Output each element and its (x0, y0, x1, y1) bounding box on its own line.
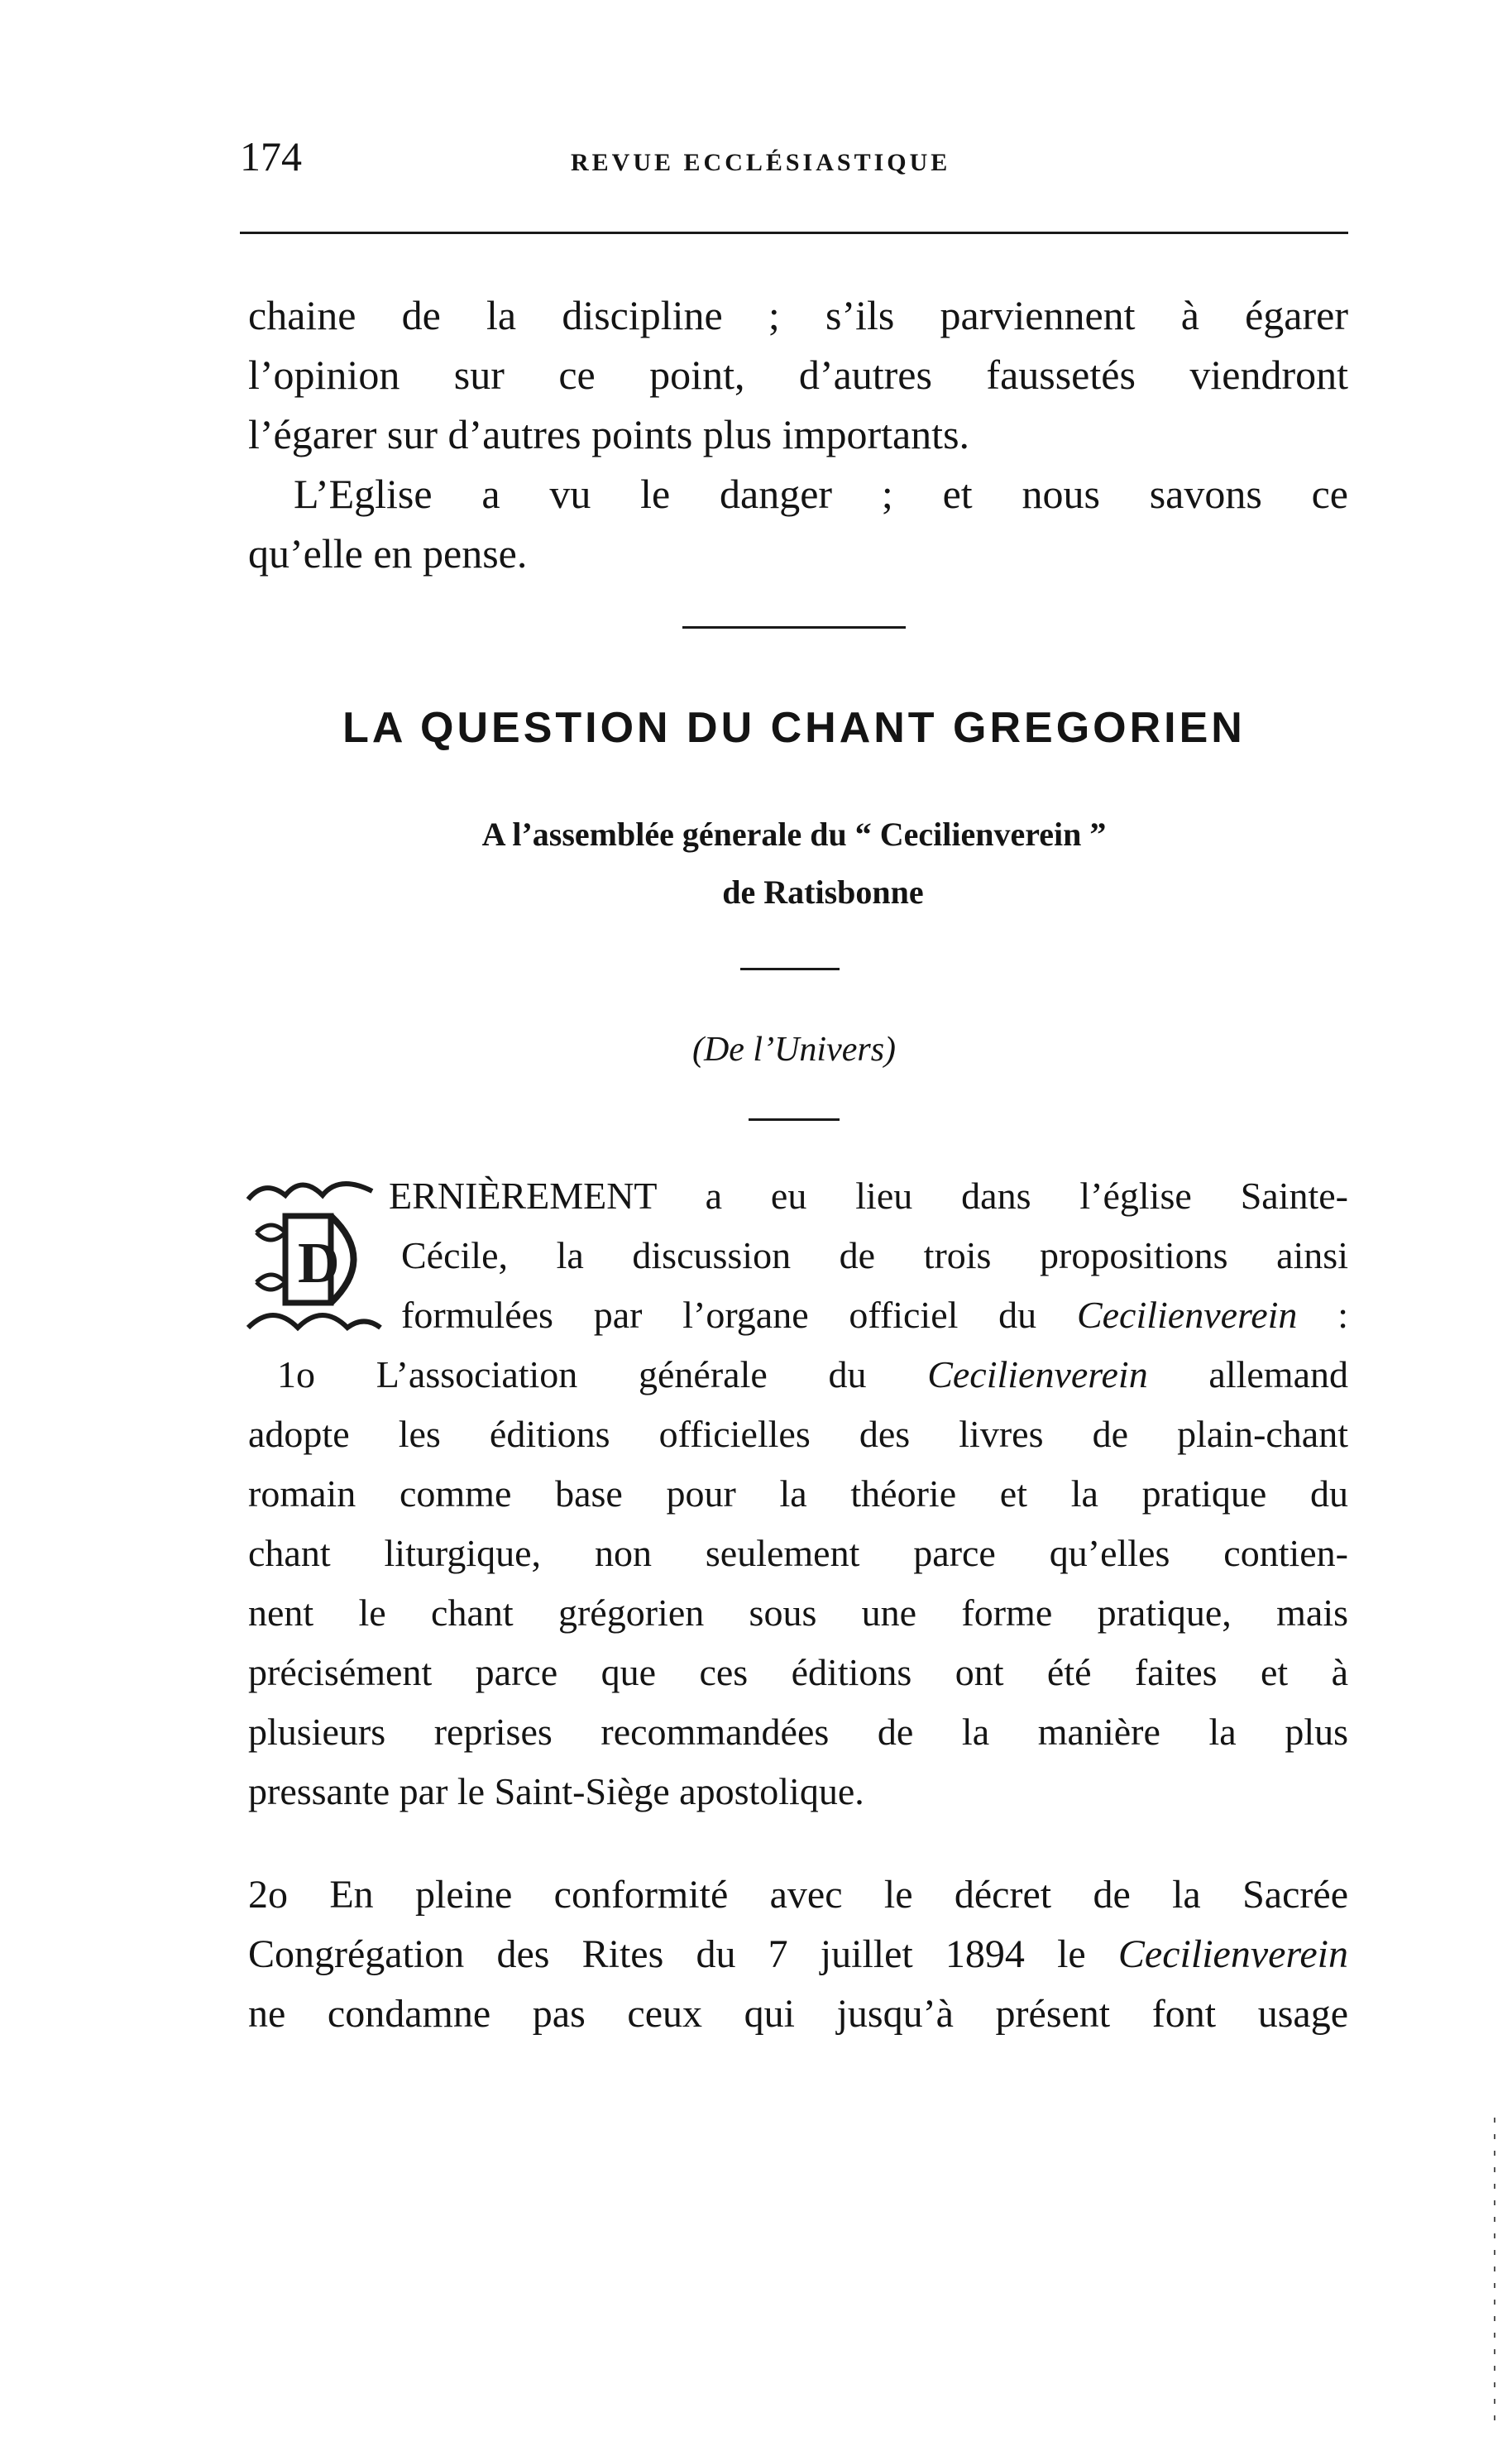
italic-term: Cecilienverein (1076, 1294, 1298, 1336)
text-line: ERNIÈREMENT a eu lieu dans l’église Sainte- (389, 1175, 1348, 1217)
section-separator (682, 626, 906, 629)
drop-cap-letter: D (298, 1232, 340, 1295)
margin-scan-marks (1493, 2118, 1496, 2432)
text-line: l’opinion sur ce point, d’autres faussetés viendront (248, 352, 1348, 398)
text-run: allemand (1147, 1353, 1349, 1395)
text-line: plusieurs reprises recommandées de la manière la plus (248, 1711, 1348, 1753)
text-line: L’Eglise a vu le danger ; et nous savons ce (294, 471, 1348, 517)
source-credit: (De l’Univers) (691, 1031, 897, 1069)
paragraph-first (248, 1166, 1348, 1821)
text-line: l’égarer sur d’autres points plus importants. (248, 411, 970, 457)
text-line: précisément parce que ces éditions ont été faites et à (248, 1651, 1348, 1693)
page-number: 174 (240, 133, 302, 180)
text-line: romain comme base pour la théorie et la pratique du (248, 1472, 1348, 1515)
text-line: chaine de la discipline ; s’ils parviennent à égarer (248, 292, 1348, 338)
text-line (248, 1345, 1348, 1405)
article-subtitle-place: de Ratisbonne (722, 874, 924, 911)
header-rule (240, 232, 1348, 234)
text-line: ne condamne pas ceux qui jusqu’à présent font usage (248, 1992, 1348, 2036)
text-run: Congrégation des Rites du 7 juillet 1894 le (248, 1932, 1118, 1976)
short-separator (749, 1118, 840, 1121)
text-line (248, 1285, 1348, 1345)
text-line: 2o En pleine conformité avec le décret de la Sacrée (248, 1873, 1348, 1917)
continuation-paragraph (248, 285, 1348, 464)
article-title: LA QUESTION DU CHANT GREGORIEN (342, 704, 1246, 752)
text-run: 1o L’association générale du (277, 1353, 928, 1395)
text-line: pressante par le Saint-Siège apostolique. (248, 1770, 864, 1812)
italic-term: Cecilienverein (927, 1353, 1148, 1395)
closing-paragraph (248, 464, 1348, 583)
short-separator (740, 968, 840, 970)
italic-term: Cecilienverein (1117, 1932, 1348, 1976)
text-line: adopte les éditions officielles des livres de plain-chant (248, 1413, 1348, 1455)
running-head: REVUE ECCLÉSIASTIQUE (571, 149, 951, 176)
text-line (248, 1925, 1348, 1984)
article-subtitle: A l’assemblée génerale du “ Cecilienverein ” (481, 816, 1107, 853)
text-line: Cécile, la discussion de trois propositions ainsi (401, 1234, 1348, 1276)
text-line: nent le chant grégorien sous une forme pratique, mais (248, 1592, 1348, 1634)
text-run: : (1297, 1294, 1348, 1336)
text-run: formulées par l’organe officiel du (401, 1294, 1077, 1336)
text-line: qu’elle en pense. (248, 530, 528, 577)
text-line: chant liturgique, non seulement parce qu’elles contien- (248, 1532, 1348, 1574)
paragraph-second (248, 1865, 1348, 2044)
